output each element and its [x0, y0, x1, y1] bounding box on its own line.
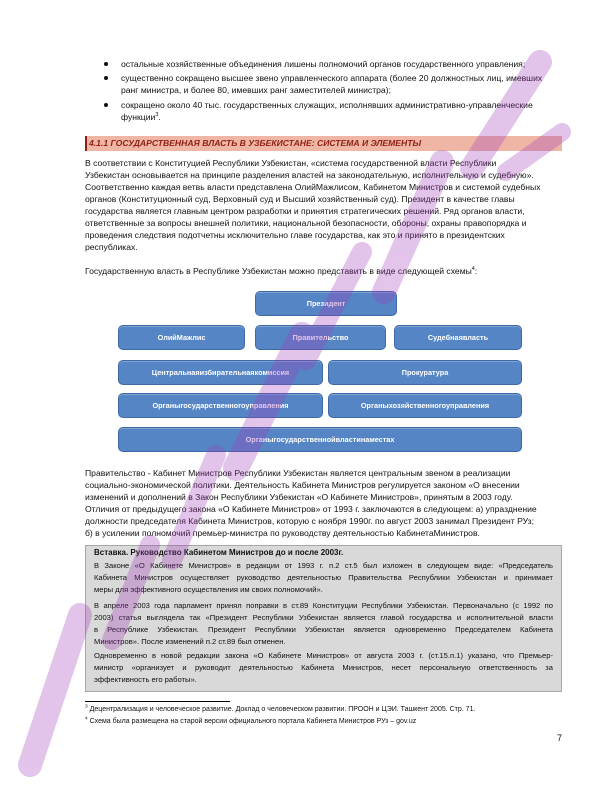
org-box-label: Органыхозяйственногоуправления	[360, 401, 490, 410]
text-line: государства является главным центром разработки и принятия стратегических решений. Ряд органов власти,	[85, 206, 525, 216]
text-line: социально-экономической политики. Деятельность Кабинета Министров регулируется законом «О внесении	[85, 480, 520, 490]
org-box-parliament	[118, 325, 245, 350]
org-box-label: Президент	[306, 299, 346, 308]
footnote-text: Децентрализация и человеческое развитие. Доклад о человеческом развитии. ПРООН и ЦЭИ. Ташкент 2005. Стр. 71.	[89, 706, 476, 713]
text-line: меры для эффективного осуществления им своих полномочий».	[94, 585, 323, 594]
text-line: В Законе «О Кабинете Министров» в редакции от 1993 г. п.2 ст.5 был изложен в следующем виде: «Председатель	[94, 561, 553, 570]
text-fragment: Государственную власть в Республике Узбекистан можно представить в виде следующей схемы	[85, 266, 472, 276]
text-line: Кабинета Министров осуществляет руководство деятельностью Правительства Республики Узбекистан и принимает	[94, 573, 553, 582]
text-line: ответственные за вопросы внешней политики, национальной безопасности, обороны, охраны правопорядка и	[85, 218, 527, 228]
intro-paragraph	[85, 157, 562, 253]
bullet-dot-icon	[104, 103, 108, 107]
bullet-dot-icon	[104, 62, 108, 66]
org-box-state-administration	[118, 393, 323, 418]
footnote-number: 4	[85, 716, 88, 722]
footnote-ref: 3	[155, 112, 159, 119]
bullet-item	[121, 72, 562, 96]
org-box-government	[255, 325, 386, 350]
text-line: органов (Конституционный суд, Верховный суд и Высший хозяйственный суд). Президент в качестве главы	[85, 194, 515, 204]
text-line: Соответственно каждая ветвь власти представлена ОлийМажлисом, Кабинетом Министров и системой судебных	[85, 182, 541, 192]
bullet-item	[121, 99, 562, 123]
text-line: изменений и дополнений в Закон Республики Узбекистан «О Кабинете Министров», принятым в 2003 году.	[85, 492, 513, 502]
text-line: министр «организует и руководит деятельностью Кабинета Министров, несет персональную ответственность за	[94, 663, 553, 672]
org-box-economic-administration	[328, 393, 522, 418]
inset-title: Вставка. Руководство Кабинетом Министров до и после 2003г.	[94, 548, 344, 557]
org-box-label: Органыгосударственнойвластинаместах	[245, 435, 395, 444]
scheme-intro	[85, 265, 562, 277]
org-box-label: Органыгосударственногоуправления	[152, 401, 289, 410]
org-box-prosecutor	[328, 360, 522, 385]
org-box-election-commission	[118, 360, 323, 385]
bullet-item	[121, 58, 562, 70]
text-line: сокращено около 40 тыс. государственных служащих, исполнявших административно-управленческие	[121, 100, 533, 110]
text-line: Правительство - Кабинет Министров Республики Узбекистан является центральным звеном в реализации	[85, 468, 511, 478]
government-paragraph	[85, 467, 562, 539]
text-line: в Республике Узбекистан. Президент Республики Узбекистан является одновременно Председателем Кабинета	[94, 625, 553, 634]
text-line: существенно сокращено высшее звено управленческого аппарата (более 20 должностных лиц, имевших	[121, 73, 543, 83]
org-box-label: Центральнаяизбирательнаякомиссия	[151, 368, 290, 377]
org-box-president	[255, 291, 397, 316]
text-line: остальные хозяйственные объединения лишены полномочий органов государственного управления;	[121, 59, 526, 69]
footnote	[85, 705, 475, 715]
text-line: 2003) статья выглядела так «Президент Республики Узбекистан является главой государства и исполнительной власти	[94, 613, 553, 622]
footnote-text: Схема была размещена на старой версии официального портала Кабинета Министров РУз – gov.uz	[89, 718, 417, 725]
bullet-dot-icon	[104, 76, 108, 80]
text-line: ранг министра, и более 80, имевших ранг заместителей министра);	[121, 85, 391, 95]
text-line: эффективность его работы».	[94, 675, 197, 684]
org-box-label: Прокуратура	[401, 368, 449, 377]
text-fragment: .	[158, 112, 161, 122]
text-line: В соответствии с Конституцией Республики Узбекистан, «система государственной власти Республики	[85, 158, 497, 168]
text-line: б) в усилении полномочий премьер-министра по руководству деятельностью КабинетаМинистров.	[85, 528, 480, 538]
inset-paragraph	[94, 600, 553, 648]
footnote	[85, 717, 416, 727]
inset-paragraph	[94, 650, 553, 686]
footnote-ref: 4	[471, 266, 475, 273]
text-fragment: функции	[121, 112, 156, 122]
text-line: Отличия от предыдущего закона «О Кабинете Министров» от 1993 г. заключаются в следующем: а) упразднение	[85, 504, 537, 514]
text-line: В апреле 2003 года парламент принял поправки в ст.89 Конституции Республики Узбекистан. Первоначально (с 1992 по	[94, 601, 553, 610]
org-box-local-authorities	[118, 427, 522, 452]
org-box-label: Правительство	[292, 333, 349, 342]
org-box-judiciary	[394, 325, 522, 350]
org-box-label: Судебнаявласть	[427, 333, 489, 342]
text-line: Министров». После изменений п.2 ст.89 был отменен.	[94, 637, 286, 646]
text-line: Одновременно в новой редакции закона «О Кабинете Министров» от августа 2003 г. (ст.15.п.1) указано, что Премьер-	[94, 651, 553, 660]
inset-box	[85, 545, 562, 692]
text-line: республиках.	[85, 242, 138, 252]
footnote-number: 3	[85, 704, 88, 710]
text-line: должности председателя Кабинета Министров, которую с ноября 1990г. по август 2003 занимал Президент РУз;	[85, 516, 534, 526]
section-heading	[85, 136, 562, 151]
inset-paragraph	[94, 560, 553, 596]
text-line	[121, 111, 562, 123]
text-fragment: :	[474, 266, 478, 276]
text-line: проведения следствия подотчетны исключительно главе государства, как это и принято в президентских	[85, 230, 505, 240]
text-line: Узбекистан основывается на принципе разделения властей на законодательную, исполнительную и судебную».	[85, 170, 534, 180]
org-box-label: ОлийМажлис	[157, 333, 206, 342]
section-heading-text: 4.1.1 ГОСУДАРСТВЕННАЯ ВЛАСТЬ В УЗБЕКИСТАНЕ: СИСТЕМА И ЭЛЕМЕНТЫ	[89, 138, 422, 148]
page-number: 7	[556, 733, 562, 743]
footnote-divider	[85, 701, 230, 702]
